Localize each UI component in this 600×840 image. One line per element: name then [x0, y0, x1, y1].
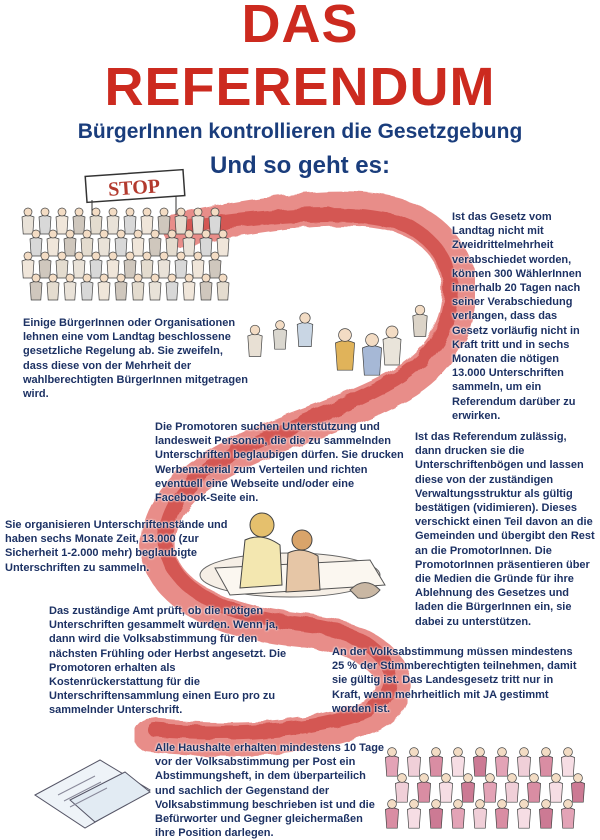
voting-booklet-illustration: [35, 760, 150, 828]
step-2-text: Ist das Gesetz vom Landtag nicht mit Zweidrittelmehrheit verabschiedet worden, können 300 WählerInnen innerhalb 20 Tagen nach seiner Verabschiedung verlangen, dass das Gesetz vorläufig nicht in Kraft tritt und in sechs Monaten die nötigen 13.000 Unterschriften sammeln, um ein Referendum darüber zu erwirken.: [452, 211, 582, 422]
step-4-text: Ist das Referendum zulässig, dann drucken sie die Unterschriftenbögen und lassen diese von der zuständigen Verwaltungsstruktur als gültig bestätigen (vidimieren). Dieses verschickt einen Teil davon an die Gemeinden und übergibt den Rest an die PromotorInnen. Die PromotorInnen präsentieren über die Medien die Gründe für ihre Ablehnung des Gesetzes und laden die BürgerInnen ein, sie dabei zu unterstützen.: [415, 431, 595, 628]
step-1-text: Einige BürgerInnen oder Organisationen lehnen eine vom Landtag beschlossene gesetzliche Regelung ab. Sie zweifeln, dass diese von der Mehrheit der wahlberechtigten BürgerInnen mitgetragen wird.: [23, 317, 248, 401]
voting-crowd-illustration: [385, 748, 584, 829]
subtitle: BürgerInnen kontrollieren die Gesetzgebung: [77, 120, 523, 143]
step-8-text: Alle Haushalte erhalten mindestens 10 Tage vor der Volksabstimmung per Post ein Abstimmungsheft, in dem überparteilich und sachlich der Gegenstand der Volksabstimmung beschrieben ist und die Befürworter und Gegner gleichermaßen ihre Position darlegen.: [155, 742, 385, 840]
intro-heading: Und so geht es:: [209, 152, 390, 179]
step-7-text: An der Volksabstimmung müssen mindestens 25 % der Stimmberechtigten teilnehmen, damit sie gültig ist. Das Landesgesetz tritt nur in Kraft, wenn mehrheitlich mit JA gestimmt worden ist.: [332, 646, 577, 715]
step-3-text: Die Promotoren suchen Unterstützung und landesweit Personen, die die zu sammelnden Unterschriften beglaubigen dürfen. Sie drucken Werbematerial zum Verteilen und richten eventuell eine Webseite und/oder eine Facebook-Seite ein.: [155, 421, 404, 505]
title-line-2: REFERENDUM: [104, 57, 496, 117]
step-5-text: Sie organisieren Unterschriftenstände und haben sechs Monate Zeit, 13.000 (zur Sicherheit 1-2.000 mehr) beglaubigte Unterschriften zu sammeln.: [5, 519, 228, 574]
step-6-text: Das zuständige Amt prüft, ob die nötigen Unterschriften gesammelt wurden. Wenn ja, dann wird die Volksabstimmung für den nächsten Frühling oder Herbst angesetzt. Die Promotoren erhalten als Kostenrückerstattung für die Unterschriftensammlung einen Euro pro zu sammelnder Unterschrift.: [49, 605, 287, 717]
stop-sign-text: STOP: [107, 175, 161, 201]
people-discussion-illustration: [248, 305, 427, 375]
title-line-1: DAS: [241, 0, 359, 54]
